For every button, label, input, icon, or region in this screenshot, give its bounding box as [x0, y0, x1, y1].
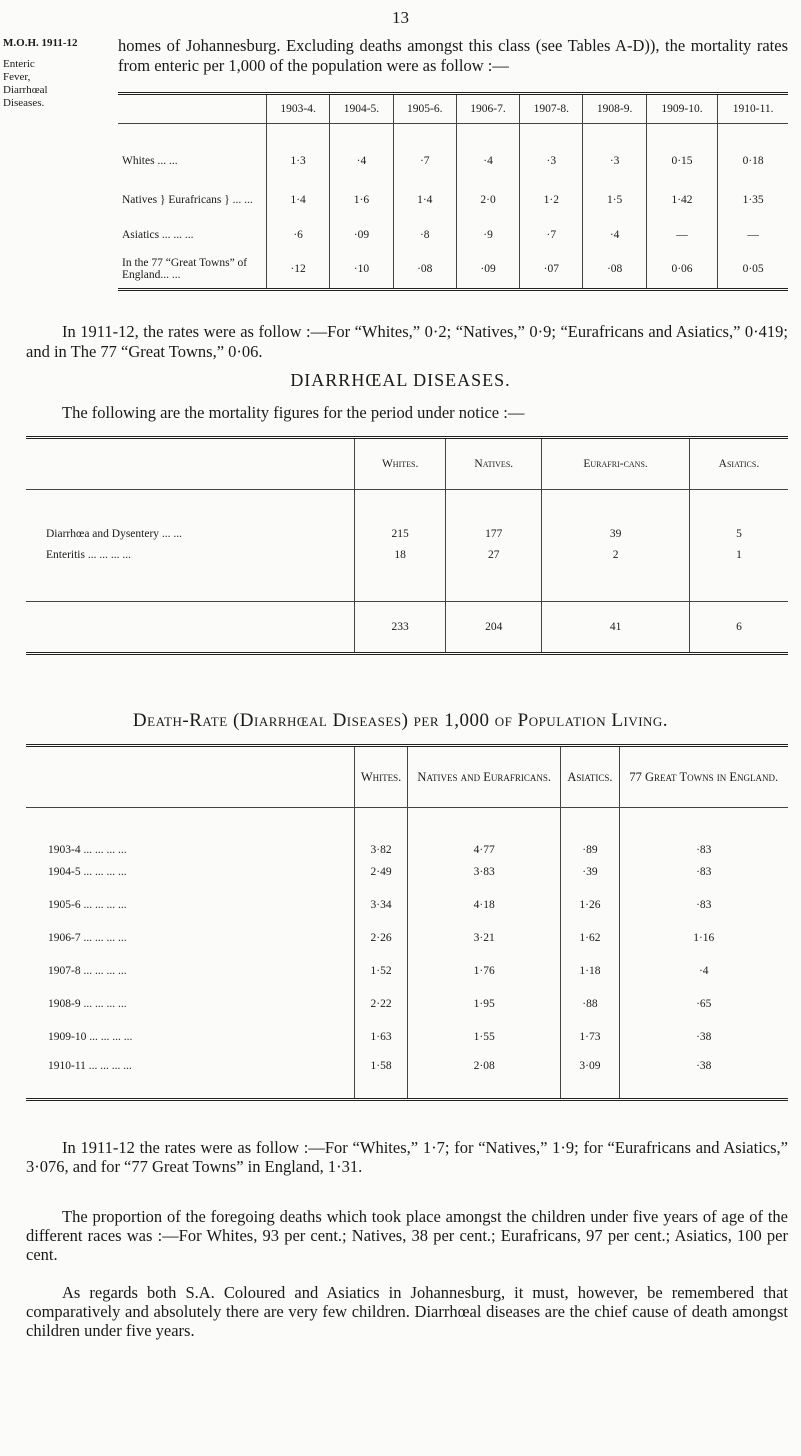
table-row [26, 490, 788, 540]
table-cell: 1·3 [267, 142, 330, 180]
column-header: 1906-7. [456, 94, 519, 124]
table-cell: ·65 [619, 988, 788, 1021]
mortality-figures-table [26, 436, 788, 655]
table-cell: 3·21 [408, 922, 561, 955]
table-cell: ·3 [583, 142, 646, 180]
column-header: Natives. [446, 438, 542, 490]
table-cell: 1 [689, 540, 788, 570]
diarrhoeal-heading: DIARRHŒAL DISEASES. [290, 370, 511, 390]
enteric-1911-note: In 1911-12, the rates were as follow :—For “Whites,” 0·2; “Natives,” 0·9; “Eurafricans and Asiatics,” 0·419; and in The 77 “Great Towns,” 0·06. [26, 322, 788, 361]
table-cell: ·4 [583, 220, 646, 250]
table-cell: ·83 [619, 808, 788, 856]
table-cell: 1·76 [408, 955, 561, 988]
table-row [26, 922, 788, 955]
table-cell: 0·18 [718, 142, 788, 180]
column-header: Whites. [355, 438, 446, 490]
column-header: 1910-11. [718, 94, 788, 124]
total-cell: 204 [446, 602, 542, 654]
table-cell: ·7 [520, 220, 583, 250]
table-cell: 0·06 [646, 250, 717, 290]
total-cell: 41 [542, 602, 690, 654]
table-cell: 2·08 [408, 1054, 561, 1100]
table-cell: ·4 [619, 955, 788, 988]
table-row [26, 856, 788, 889]
column-header: Eurafri-cans. [542, 438, 690, 490]
table-cell: ·4 [456, 142, 519, 180]
table-row [118, 180, 788, 220]
table-row [118, 142, 788, 180]
row-label: 1906-7 ... ... ... ... [48, 932, 127, 944]
row-label: 1904-5 ... ... ... ... [48, 866, 127, 878]
proportion-paragraph: The proportion of the foregoing deaths which took place amongst the children under five years of age of the different races was :—For Whites, 93 per cent.; Natives, 38 per cent.; Eurafricans, 97 per cent.; Asiatics, 100 per cent. [26, 1207, 788, 1264]
table-cell: ·89 [561, 808, 619, 856]
rates-1911-paragraph: In 1911-12 the rates were as follow :—For “Whites,” 1·7; for “Natives,” 1·9; for “Eurafricans and Asiatics,” 3·076, and for “77 Great Towns” in England, 1·31. [26, 1138, 788, 1176]
table-row [26, 889, 788, 922]
total-cell: 6 [689, 602, 788, 654]
column-header: 1905-6. [393, 94, 456, 124]
margin-note-line: Diarrhœal [3, 84, 48, 96]
regards-paragraph: As regards both S.A. Coloured and Asiatics in Johannesburg, it must, however, be remembered that comparatively and absolutely there are very few children. Diarrhœal diseases are the chief cause of death amongst children under five years. [26, 1283, 788, 1340]
column-header: 77 Great Towns in England. [619, 746, 788, 808]
death-rate-table [26, 744, 788, 1101]
table-row [118, 250, 788, 290]
row-label: 1910-11 ... ... ... ... [48, 1059, 132, 1072]
row-label: 1908-9 ... ... ... ... [48, 998, 127, 1010]
row-label: 1909-10 ... ... ... ... [48, 1031, 133, 1043]
report-reference: M.O.H. 1911-12 [3, 37, 78, 49]
table-cell: ·39 [561, 856, 619, 889]
column-header: Whites. [355, 746, 408, 808]
table-cell: 2·49 [355, 856, 408, 889]
totals-row [26, 602, 788, 654]
table-row [26, 955, 788, 988]
table-cell: 2·22 [355, 988, 408, 1021]
enteric-rate-table [118, 92, 788, 291]
margin-note-line: Enteric [3, 58, 35, 70]
table-cell: 1·62 [561, 922, 619, 955]
table-cell: 39 [542, 490, 690, 540]
table-cell: 1·26 [561, 889, 619, 922]
row-label: In the 77 “Great Towns” of England... ... [122, 256, 248, 281]
table-row [26, 1021, 788, 1054]
table-cell: 5 [689, 490, 788, 540]
row-label: Enteritis ... ... ... ... [46, 548, 131, 561]
table-cell: ·08 [393, 250, 456, 290]
table-cell: 1·95 [408, 988, 561, 1021]
table-cell: ·7 [393, 142, 456, 180]
total-cell: 233 [355, 602, 446, 654]
row-label: Asiatics ... ... ... [122, 228, 194, 241]
table-cell: 1·5 [583, 180, 646, 220]
table-cell: ·38 [619, 1021, 788, 1054]
table-cell: 1·58 [355, 1054, 408, 1100]
row-label: 1905-6 ... ... ... ... [48, 899, 127, 911]
table-cell: ·88 [561, 988, 619, 1021]
margin-note-line: Fever, [3, 71, 31, 83]
table-cell: 3·82 [355, 808, 408, 856]
table-cell: ·83 [619, 856, 788, 889]
table-cell: 3·09 [561, 1054, 619, 1100]
table-cell: 1·18 [561, 955, 619, 988]
table-cell: ·09 [330, 220, 393, 250]
column-header: Asiatics. [561, 746, 619, 808]
column-header: Asiatics. [689, 438, 788, 490]
table-cell: ·6 [267, 220, 330, 250]
table-cell: 1·4 [393, 180, 456, 220]
table-cell: ·3 [520, 142, 583, 180]
margin-note [3, 37, 78, 110]
table-cell: 4·77 [408, 808, 561, 856]
table-cell: ·8 [393, 220, 456, 250]
column-header: Natives and Eurafricans. [408, 746, 561, 808]
table-cell: ·08 [583, 250, 646, 290]
table-cell: — [646, 220, 717, 250]
table-cell: 215 [355, 490, 446, 540]
table-cell: ·4 [330, 142, 393, 180]
table-cell: 1·16 [619, 922, 788, 955]
table-cell: 2·0 [456, 180, 519, 220]
table-cell: ·83 [619, 889, 788, 922]
table-cell: 1·52 [355, 955, 408, 988]
column-header: 1904-5. [330, 94, 393, 124]
table-cell: 4·18 [408, 889, 561, 922]
table-cell: 1·2 [520, 180, 583, 220]
table-cell: 3·83 [408, 856, 561, 889]
table-cell: 0·15 [646, 142, 717, 180]
table-cell: 0·05 [718, 250, 788, 290]
table-cell: ·9 [456, 220, 519, 250]
table-cell: ·10 [330, 250, 393, 290]
row-label: Natives } Eurafricans } ... ... [122, 193, 253, 206]
column-header: 1909-10. [646, 94, 717, 124]
table-cell: 3·34 [355, 889, 408, 922]
table-cell: 27 [446, 540, 542, 570]
column-header: 1907-8. [520, 94, 583, 124]
row-label: Whites ... ... [122, 154, 178, 167]
table-cell: 1·42 [646, 180, 717, 220]
table-cell: 2·26 [355, 922, 408, 955]
table-cell: 1·63 [355, 1021, 408, 1054]
table-row [26, 1054, 788, 1100]
table-row [26, 540, 788, 570]
table-cell: ·12 [267, 250, 330, 290]
table-cell: 1·73 [561, 1021, 619, 1054]
margin-note-line: Diseases. [3, 97, 45, 109]
table-cell: 2 [542, 540, 690, 570]
column-header: 1908-9. [583, 94, 646, 124]
table-cell: 1·35 [718, 180, 788, 220]
intro-paragraph: homes of Johannesburg. Excluding deaths amongst this class (see Tables A-D)), the mortality rates from enteric per 1,000 of the population were as follow :— [118, 36, 788, 75]
table-cell: ·09 [456, 250, 519, 290]
diarrhoeal-intro: The following are the mortality figures for the period under notice :— [62, 403, 525, 422]
row-label: Diarrhœa and Dysentery ... ... [46, 527, 183, 540]
row-label: 1903-4 ... ... ... ... [48, 843, 127, 856]
row-label: 1907-8 ... ... ... ... [48, 965, 127, 977]
table-row [26, 988, 788, 1021]
column-header: 1903-4. [267, 94, 330, 124]
death-rate-heading: Death-Rate (Diarrhœal Diseases) per 1,000 of Population Living. [132, 710, 669, 731]
table-row [26, 808, 788, 856]
table-cell: 1·55 [408, 1021, 561, 1054]
table-row [118, 220, 788, 250]
table-cell: 18 [355, 540, 446, 570]
table-cell: — [718, 220, 788, 250]
table-cell: 1·4 [267, 180, 330, 220]
table-cell: ·38 [619, 1054, 788, 1100]
table-cell: ·07 [520, 250, 583, 290]
table-cell: 177 [446, 490, 542, 540]
table-cell: 1·6 [330, 180, 393, 220]
page-number: 13 [392, 8, 409, 27]
